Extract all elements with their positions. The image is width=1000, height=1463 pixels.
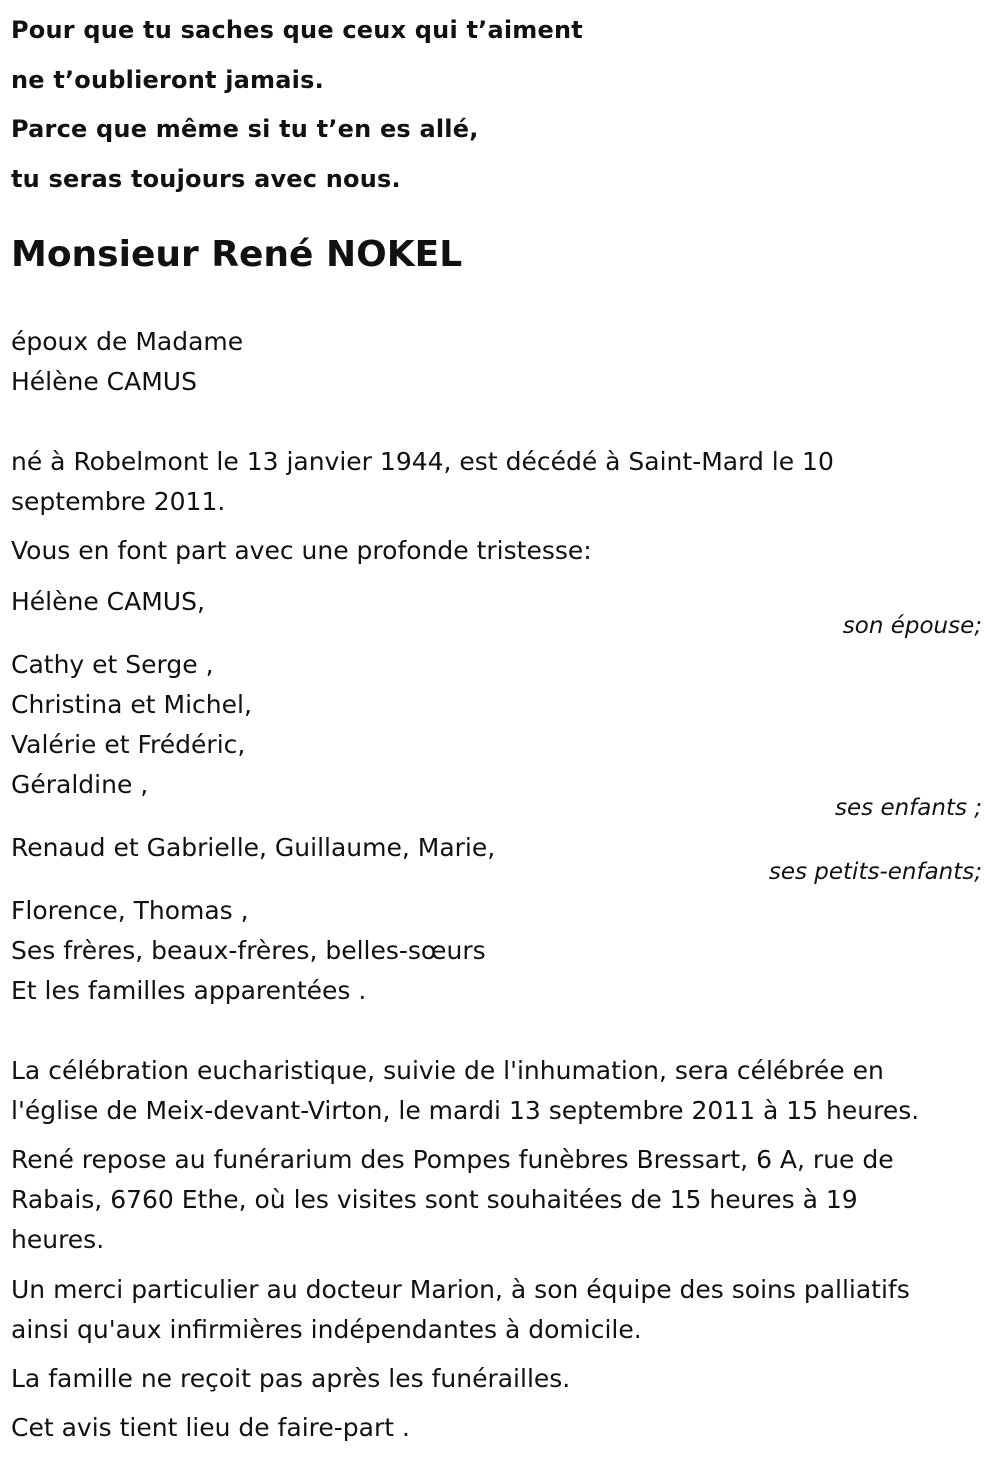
spouse-name: Hélène CAMUS <box>11 367 197 396</box>
birth-death-info <box>11 442 986 522</box>
announcement: Vous en font part avec une profonde tristesse: <box>11 536 592 565</box>
poem-line: tu seras toujours avec nous. <box>11 164 401 193</box>
family-others <box>11 891 986 1011</box>
poem-line: Pour que tu saches que ceux qui t’aiment <box>11 16 583 44</box>
family-grandchildren: Renaud et Gabrielle, Guillaume, Marie, <box>11 833 496 862</box>
family-entry: Florence, Thomas , <box>11 896 249 925</box>
no-reception-note: La famille ne reçoit pas après les funérailles. <box>11 1364 571 1393</box>
child-entry: Christina et Michel, <box>11 690 252 719</box>
children-role: ses enfants ; <box>835 795 982 821</box>
family-entry: Ses frères, beaux-frères, belles-sœurs <box>11 936 486 965</box>
funeral-home-line: René repose au funérarium des Pompes funèbres Bressart, 6 A, rue de <box>11 1145 894 1174</box>
poem <box>11 6 991 204</box>
thanks-line: Un merci particulier au docteur Marion, à son équipe des soins palliatifs <box>11 1275 910 1304</box>
family-spouse: Hélène CAMUS, <box>11 587 205 616</box>
poem-line: Parce que même si tu t’en es allé, <box>11 115 479 143</box>
birth-death-line: septembre 2011. <box>11 487 226 516</box>
spouse-role: son épouse; <box>842 613 982 639</box>
deceased-name: Monsieur René NOKEL <box>11 234 463 275</box>
ceremony-line: La célébration eucharistique, suivie de l'inhumation, sera célébrée en <box>11 1056 884 1085</box>
funeral-home-line: heures. <box>11 1225 105 1254</box>
grandchildren-role: ses petits-enfants; <box>768 859 982 885</box>
notice-note: Cet avis tient lieu de faire-part . <box>11 1413 410 1442</box>
funeral-home-info <box>11 1140 986 1260</box>
child-entry: Géraldine , <box>11 770 149 799</box>
birth-death-line: né à Robelmont le 13 janvier 1944, est décédé à Saint-Mard le 10 <box>11 447 834 476</box>
family-entry: Et les familles apparentées . <box>11 976 367 1005</box>
family-children <box>11 645 986 805</box>
child-entry: Cathy et Serge , <box>11 650 214 679</box>
thanks-info <box>11 1270 986 1350</box>
spouse-info <box>11 322 986 402</box>
funeral-home-line: Rabais, 6760 Ethe, où les visites sont souhaitées de 15 heures à 19 <box>11 1185 858 1214</box>
thanks-line: ainsi qu'aux infirmières indépendantes à domicile. <box>11 1315 642 1344</box>
poem-line: ne t’oublieront jamais. <box>11 65 324 94</box>
child-entry: Valérie et Frédéric, <box>11 730 246 759</box>
ceremony-info <box>11 1051 986 1131</box>
ceremony-line: l'église de Meix-devant-Virton, le mardi 13 septembre 2011 à 15 heures. <box>11 1096 920 1125</box>
spouse-line: époux de Madame <box>11 327 244 356</box>
